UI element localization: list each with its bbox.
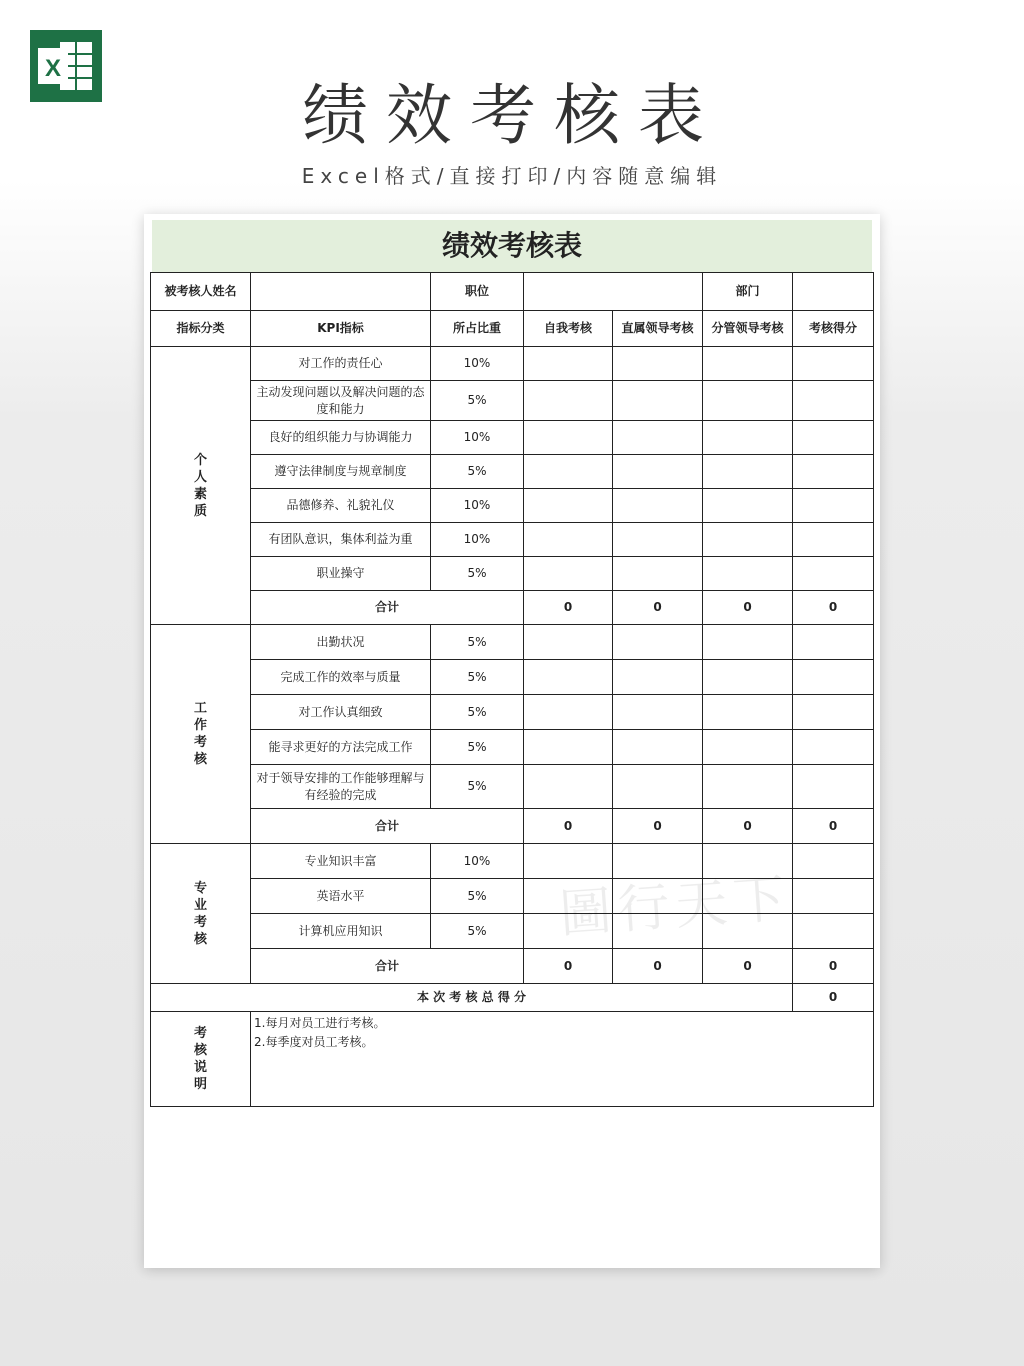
weight-cell: 10% bbox=[431, 347, 524, 381]
subtotal-label: 合计 bbox=[251, 949, 524, 984]
category-char: 核 bbox=[193, 931, 207, 947]
kpi-cell: 良好的组织能力与协调能力 bbox=[251, 421, 431, 455]
division-leader-score-cell[interactable] bbox=[703, 381, 793, 421]
self-score-cell[interactable] bbox=[524, 879, 613, 914]
total-value: 0 bbox=[793, 984, 874, 1012]
kpi-cell: 计算机应用知识 bbox=[251, 914, 431, 949]
weight-cell: 5% bbox=[431, 381, 524, 421]
weight-cell: 5% bbox=[431, 455, 524, 489]
self-score-cell[interactable] bbox=[524, 765, 613, 809]
table-row bbox=[151, 421, 874, 455]
subtotal-value: 0 bbox=[613, 591, 703, 625]
subtotal-value: 0 bbox=[613, 949, 703, 984]
weight-cell: 10% bbox=[431, 844, 524, 879]
category-char: 考 bbox=[193, 735, 207, 750]
note-line: 2.每季度对员工考核。 bbox=[254, 1035, 374, 1049]
division-leader-score-cell[interactable] bbox=[703, 695, 793, 730]
category-char: 个 bbox=[193, 452, 207, 468]
category-char: 专 bbox=[193, 880, 207, 896]
header-category: 指标分类 bbox=[151, 311, 251, 347]
subtotal-row bbox=[151, 591, 874, 625]
dept-value-cell[interactable] bbox=[793, 273, 874, 311]
table-row bbox=[151, 695, 874, 730]
direct-leader-score-cell[interactable] bbox=[613, 914, 703, 949]
table-row bbox=[151, 844, 874, 879]
header-direct-leader: 直属领导考核 bbox=[613, 311, 703, 347]
header-kpi: KPI指标 bbox=[251, 311, 431, 347]
self-score-cell[interactable] bbox=[524, 523, 613, 557]
category-cell bbox=[151, 625, 251, 844]
table-row bbox=[151, 455, 874, 489]
weight-cell: 5% bbox=[431, 879, 524, 914]
category-cell bbox=[151, 844, 251, 984]
final-score-cell[interactable] bbox=[793, 347, 874, 381]
table-row bbox=[151, 489, 874, 523]
division-leader-score-cell[interactable] bbox=[703, 765, 793, 809]
self-score-cell[interactable] bbox=[524, 914, 613, 949]
header-weight: 所占比重 bbox=[431, 311, 524, 347]
kpi-cell: 对工作认真细致 bbox=[251, 695, 431, 730]
subtotal-value: 0 bbox=[524, 591, 613, 625]
category-char: 考 bbox=[193, 1026, 207, 1041]
weight-cell: 5% bbox=[431, 765, 524, 809]
notes-cell[interactable] bbox=[251, 1012, 874, 1107]
header-score: 考核得分 bbox=[793, 311, 874, 347]
direct-leader-score-cell[interactable] bbox=[613, 455, 703, 489]
table-row bbox=[151, 765, 874, 809]
notes-row bbox=[151, 1012, 874, 1107]
kpi-cell: 英语水平 bbox=[251, 879, 431, 914]
kpi-cell: 专业知识丰富 bbox=[251, 844, 431, 879]
kpi-table bbox=[150, 272, 874, 1107]
category-char: 明 bbox=[193, 1077, 207, 1092]
total-label: 本 次 考 核 总 得 分 bbox=[151, 984, 793, 1012]
table-row bbox=[151, 660, 874, 695]
subtotal-value: 0 bbox=[524, 949, 613, 984]
division-leader-score-cell[interactable] bbox=[703, 844, 793, 879]
division-leader-score-cell[interactable] bbox=[703, 914, 793, 949]
weight-cell: 5% bbox=[431, 914, 524, 949]
table-row bbox=[151, 625, 874, 660]
subtotal-value: 0 bbox=[793, 591, 874, 625]
kpi-cell: 职业操守 bbox=[251, 557, 431, 591]
direct-leader-score-cell[interactable] bbox=[613, 347, 703, 381]
direct-leader-score-cell[interactable] bbox=[613, 765, 703, 809]
division-leader-score-cell[interactable] bbox=[703, 879, 793, 914]
category-char: 工 bbox=[193, 701, 207, 716]
kpi-cell: 主动发现问题以及解决问题的态度和能力 bbox=[251, 381, 431, 421]
final-score-cell[interactable] bbox=[793, 914, 874, 949]
final-score-cell[interactable] bbox=[793, 489, 874, 523]
subtotal-label: 合计 bbox=[251, 591, 524, 625]
direct-leader-score-cell[interactable] bbox=[613, 557, 703, 591]
self-score-cell[interactable] bbox=[524, 695, 613, 730]
final-score-cell[interactable] bbox=[793, 844, 874, 879]
hero-subtitle: Excel格式/直接打印/内容随意编辑 bbox=[301, 164, 723, 188]
weight-cell: 10% bbox=[431, 489, 524, 523]
self-score-cell[interactable] bbox=[524, 660, 613, 695]
sheet-title: 绩效考核表 bbox=[152, 220, 872, 272]
weight-cell: 5% bbox=[431, 557, 524, 591]
final-score-cell[interactable] bbox=[793, 523, 874, 557]
direct-leader-score-cell[interactable] bbox=[613, 421, 703, 455]
final-score-cell[interactable] bbox=[793, 765, 874, 809]
table-row bbox=[151, 879, 874, 914]
category-char: 作 bbox=[193, 718, 207, 733]
subtotal-value: 0 bbox=[703, 949, 793, 984]
kpi-cell: 有团队意识，集体利益为重 bbox=[251, 523, 431, 557]
final-score-cell[interactable] bbox=[793, 660, 874, 695]
final-score-cell[interactable] bbox=[793, 421, 874, 455]
table-row bbox=[151, 914, 874, 949]
category-char: 核 bbox=[193, 752, 207, 767]
kpi-cell: 出勤状况 bbox=[251, 625, 431, 660]
final-score-cell[interactable] bbox=[793, 695, 874, 730]
hero-title: 绩效考核表 bbox=[302, 77, 722, 154]
dept-label: 部门 bbox=[703, 273, 793, 311]
subtotal-value: 0 bbox=[793, 949, 874, 984]
self-score-cell[interactable] bbox=[524, 489, 613, 523]
self-score-cell[interactable] bbox=[524, 625, 613, 660]
self-score-cell[interactable] bbox=[524, 557, 613, 591]
total-row bbox=[151, 984, 874, 1012]
self-score-cell[interactable] bbox=[524, 381, 613, 421]
division-leader-score-cell[interactable] bbox=[703, 347, 793, 381]
table-row bbox=[151, 557, 874, 591]
direct-leader-score-cell[interactable] bbox=[613, 660, 703, 695]
weight-cell: 5% bbox=[431, 730, 524, 765]
svg-text:X: X bbox=[44, 55, 62, 82]
direct-leader-score-cell[interactable] bbox=[613, 879, 703, 914]
category-char: 考 bbox=[193, 914, 207, 930]
name-value-cell[interactable] bbox=[251, 273, 431, 311]
weight-cell: 5% bbox=[431, 660, 524, 695]
category-char: 说 bbox=[193, 1060, 207, 1075]
note-line: 1.每月对员工进行考核。 bbox=[254, 1016, 386, 1030]
final-score-cell[interactable] bbox=[793, 730, 874, 765]
direct-leader-score-cell[interactable] bbox=[613, 695, 703, 730]
final-score-cell[interactable] bbox=[793, 879, 874, 914]
subtotal-value: 0 bbox=[524, 809, 613, 844]
category-char: 质 bbox=[193, 503, 207, 519]
category-char: 业 bbox=[193, 897, 207, 913]
final-score-cell[interactable] bbox=[793, 625, 874, 660]
kpi-cell: 遵守法律制度与规章制度 bbox=[251, 455, 431, 489]
direct-leader-score-cell[interactable] bbox=[613, 844, 703, 879]
self-score-cell[interactable] bbox=[524, 347, 613, 381]
division-leader-score-cell[interactable] bbox=[703, 625, 793, 660]
notes-category-cell bbox=[151, 1012, 251, 1107]
info-row bbox=[151, 273, 874, 311]
division-leader-score-cell[interactable] bbox=[703, 455, 793, 489]
position-value-cell[interactable] bbox=[524, 273, 703, 311]
kpi-cell: 完成工作的效率与质量 bbox=[251, 660, 431, 695]
header-division-leader: 分管领导考核 bbox=[703, 311, 793, 347]
category-cell bbox=[151, 347, 251, 625]
weight-cell: 5% bbox=[431, 695, 524, 730]
direct-leader-score-cell[interactable] bbox=[613, 730, 703, 765]
direct-leader-score-cell[interactable] bbox=[613, 523, 703, 557]
division-leader-score-cell[interactable] bbox=[703, 523, 793, 557]
weight-cell: 5% bbox=[431, 625, 524, 660]
spreadsheet-page bbox=[144, 214, 880, 1268]
self-score-cell[interactable] bbox=[524, 844, 613, 879]
subtotal-value: 0 bbox=[793, 809, 874, 844]
self-score-cell[interactable] bbox=[524, 730, 613, 765]
category-char: 素 bbox=[193, 486, 207, 502]
header-self: 自我考核 bbox=[524, 311, 613, 347]
subtotal-value: 0 bbox=[703, 809, 793, 844]
final-score-cell[interactable] bbox=[793, 381, 874, 421]
subtotal-row bbox=[151, 949, 874, 984]
subtotal-row bbox=[151, 809, 874, 844]
kpi-cell: 能寻求更好的方法完成工作 bbox=[251, 730, 431, 765]
division-leader-score-cell[interactable] bbox=[703, 557, 793, 591]
division-leader-score-cell[interactable] bbox=[703, 421, 793, 455]
weight-cell: 10% bbox=[431, 421, 524, 455]
kpi-cell: 品德修养、礼貌礼仪 bbox=[251, 489, 431, 523]
watermark: 圖行天下 bbox=[557, 868, 794, 946]
subtotal-value: 0 bbox=[613, 809, 703, 844]
direct-leader-score-cell[interactable] bbox=[613, 489, 703, 523]
direct-leader-score-cell[interactable] bbox=[613, 381, 703, 421]
table-row bbox=[151, 347, 874, 381]
division-leader-score-cell[interactable] bbox=[703, 660, 793, 695]
direct-leader-score-cell[interactable] bbox=[613, 625, 703, 660]
table-row bbox=[151, 381, 874, 421]
self-score-cell[interactable] bbox=[524, 455, 613, 489]
position-label: 职位 bbox=[431, 273, 524, 311]
final-score-cell[interactable] bbox=[793, 557, 874, 591]
kpi-cell: 对工作的责任心 bbox=[251, 347, 431, 381]
kpi-cell: 对于领导安排的工作能够理解与有经验的完成 bbox=[251, 765, 431, 809]
subtotal-value: 0 bbox=[703, 591, 793, 625]
final-score-cell[interactable] bbox=[793, 455, 874, 489]
subtotal-label: 合计 bbox=[251, 809, 524, 844]
weight-cell: 10% bbox=[431, 523, 524, 557]
category-char: 核 bbox=[193, 1043, 207, 1058]
table-row bbox=[151, 523, 874, 557]
division-leader-score-cell[interactable] bbox=[703, 730, 793, 765]
division-leader-score-cell[interactable] bbox=[703, 489, 793, 523]
category-char: 人 bbox=[193, 469, 207, 485]
table-row bbox=[151, 730, 874, 765]
header-row bbox=[151, 311, 874, 347]
self-score-cell[interactable] bbox=[524, 421, 613, 455]
name-label: 被考核人姓名 bbox=[151, 273, 251, 311]
